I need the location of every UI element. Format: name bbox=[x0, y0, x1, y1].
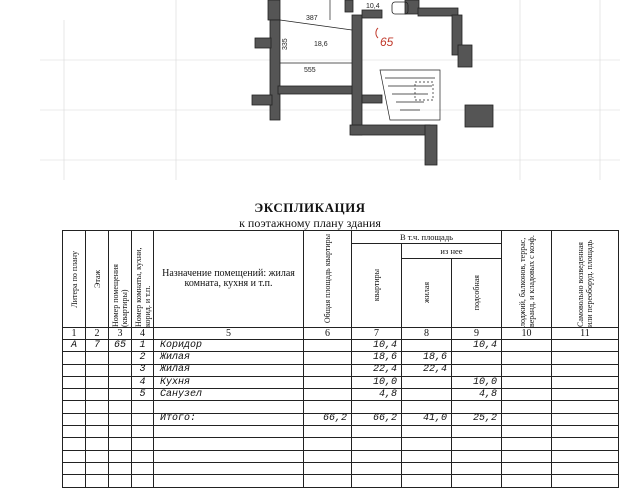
apartment-number-label: 65 bbox=[380, 35, 394, 49]
cell-name: Санузел bbox=[154, 389, 304, 401]
cell-room: 1 bbox=[132, 340, 154, 352]
col-num: 2 bbox=[86, 328, 109, 340]
header-purpose: Назначение помещений: жилая комната, кухня и т.п. bbox=[154, 231, 304, 328]
explication-table bbox=[62, 230, 619, 488]
cell-unauthorized bbox=[552, 352, 619, 364]
cell-total bbox=[304, 364, 352, 376]
cell-apt-area: 4,8 bbox=[352, 389, 402, 401]
cell-room: 5 bbox=[132, 389, 154, 401]
cell-unauthorized bbox=[552, 340, 619, 352]
cell-floor bbox=[86, 364, 109, 376]
cell-living bbox=[402, 389, 452, 401]
header-total-area: Общая площадь квартиры bbox=[304, 231, 352, 328]
cell-name: Жилая bbox=[154, 352, 304, 364]
cell-apt bbox=[109, 364, 132, 376]
floor-plan-drawing bbox=[0, 0, 620, 180]
cell-aux bbox=[452, 352, 502, 364]
cell-apt-area: 22,4 bbox=[352, 364, 402, 376]
col-num: 11 bbox=[552, 328, 619, 340]
total-living: 41,0 bbox=[402, 413, 452, 425]
table-row-empty bbox=[63, 438, 619, 450]
cell-living bbox=[402, 340, 452, 352]
table-row bbox=[63, 389, 619, 401]
header-apartment: квартиры bbox=[352, 244, 402, 328]
cell-living: 18,6 bbox=[402, 352, 452, 364]
cell-room: 2 bbox=[132, 352, 154, 364]
cell-apt-area: 18,6 bbox=[352, 352, 402, 364]
cell-litera bbox=[63, 364, 86, 376]
total-aux: 25,2 bbox=[452, 413, 502, 425]
header-balcony: лоджий, балконов, террас, веранд, и кладовых с коэф. bbox=[502, 231, 552, 328]
table-row-empty bbox=[63, 426, 619, 438]
cell-unauthorized bbox=[552, 364, 619, 376]
column-numbers-row bbox=[63, 328, 619, 340]
cell-litera bbox=[63, 389, 86, 401]
table-row-empty bbox=[63, 475, 619, 487]
cell-room: 3 bbox=[132, 364, 154, 376]
cell-name: Жилая bbox=[154, 364, 304, 376]
header-living: жилая bbox=[402, 259, 452, 328]
cell-total bbox=[304, 340, 352, 352]
cell-balcony bbox=[502, 352, 552, 364]
cell-living: 22,4 bbox=[402, 364, 452, 376]
col-num: 5 bbox=[154, 328, 304, 340]
cell-floor bbox=[86, 376, 109, 388]
table-row bbox=[63, 364, 619, 376]
total-row bbox=[63, 413, 619, 425]
total-label: Итого: bbox=[154, 413, 304, 425]
cell-room: 4 bbox=[132, 376, 154, 388]
cell-balcony bbox=[502, 376, 552, 388]
total-apt-area: 66,2 bbox=[352, 413, 402, 425]
header-auxiliary: подсобная bbox=[452, 259, 502, 328]
table-row-empty bbox=[63, 401, 619, 413]
cell-apt-area: 10,4 bbox=[352, 340, 402, 352]
plan-dim-555: 555 bbox=[304, 67, 316, 74]
cell-apt: 65 bbox=[109, 340, 132, 352]
explication-title: ЭКСПЛИКАЦИЯ bbox=[254, 200, 366, 215]
plan-dim-387: 387 bbox=[306, 15, 318, 22]
cell-total bbox=[304, 389, 352, 401]
cell-total bbox=[304, 352, 352, 364]
cell-unauthorized bbox=[552, 376, 619, 388]
header-floor: Этаж bbox=[86, 231, 109, 328]
header-apt-number: Номер помещения (квартиры) bbox=[109, 231, 132, 328]
cell-living bbox=[402, 376, 452, 388]
plan-area-room: 18,6 bbox=[314, 41, 328, 48]
cell-aux: 10,0 bbox=[452, 376, 502, 388]
header-unauthorized: Самовольно возведенная или переоборуд. площадь bbox=[552, 231, 619, 328]
col-num: 6 bbox=[304, 328, 352, 340]
col-num: 1 bbox=[63, 328, 86, 340]
col-num: 8 bbox=[402, 328, 452, 340]
cell-balcony bbox=[502, 389, 552, 401]
cell-floor: 7 bbox=[86, 340, 109, 352]
cell-total bbox=[304, 376, 352, 388]
cell-litera bbox=[63, 352, 86, 364]
cell-name: Кухня bbox=[154, 376, 304, 388]
cell-aux: 4,8 bbox=[452, 389, 502, 401]
header-litera: Литера по плану bbox=[63, 231, 86, 328]
plan-dim-335: 335 bbox=[282, 38, 289, 50]
col-num: 9 bbox=[452, 328, 502, 340]
cell-unauthorized bbox=[552, 389, 619, 401]
col-num: 7 bbox=[352, 328, 402, 340]
explication-subtitle: к поэтажному плану здания bbox=[239, 216, 381, 230]
cell-apt-area: 10,0 bbox=[352, 376, 402, 388]
table-row-empty bbox=[63, 450, 619, 462]
header-room-number: Номер комнаты, кухни, корид. и т.п. bbox=[132, 231, 154, 328]
cell-balcony bbox=[502, 340, 552, 352]
table-row bbox=[63, 376, 619, 388]
cell-litera bbox=[63, 376, 86, 388]
header-including: В т.ч. площадь bbox=[352, 231, 502, 244]
cell-apt bbox=[109, 376, 132, 388]
cell-apt bbox=[109, 389, 132, 401]
cell-floor bbox=[86, 352, 109, 364]
total-area: 66,2 bbox=[304, 413, 352, 425]
table-row-empty bbox=[63, 462, 619, 474]
header-of-which: из нее bbox=[402, 244, 502, 259]
table-row bbox=[63, 340, 619, 352]
col-num: 3 bbox=[109, 328, 132, 340]
cell-litera: А bbox=[63, 340, 86, 352]
cell-apt bbox=[109, 352, 132, 364]
col-num: 4 bbox=[132, 328, 154, 340]
cell-aux: 10,4 bbox=[452, 340, 502, 352]
cell-name: Коридор bbox=[154, 340, 304, 352]
col-num: 10 bbox=[502, 328, 552, 340]
table-row bbox=[63, 352, 619, 364]
cell-balcony bbox=[502, 364, 552, 376]
plan-area-corridor: 10,4 bbox=[366, 3, 380, 10]
cell-floor bbox=[86, 389, 109, 401]
cell-aux bbox=[452, 364, 502, 376]
